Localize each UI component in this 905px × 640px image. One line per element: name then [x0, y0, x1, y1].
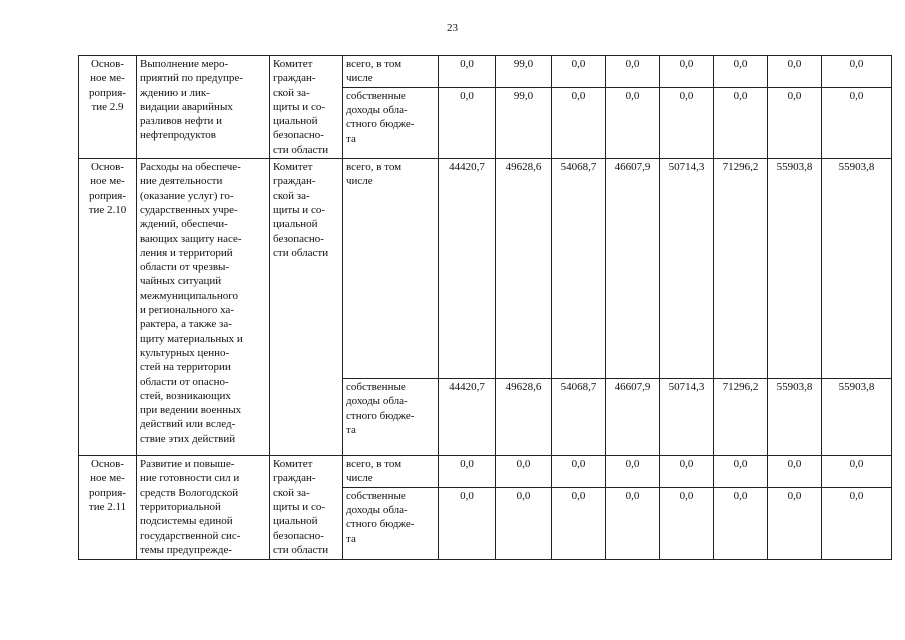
amount-cell: 0,0: [439, 56, 496, 88]
amount-cell: 55903,8: [822, 159, 892, 379]
amount-cell: 0,0: [552, 87, 606, 158]
funding-source: [343, 87, 439, 158]
activity-name-text: Основ- ное ме- роприя- тие 2.11: [88, 458, 127, 513]
funding-source: [343, 456, 439, 488]
funding-source-text: собственные доходы обла- стного бюдже- та: [346, 89, 415, 145]
amount-cell: 55903,8: [768, 379, 822, 456]
amount-cell: 0,0: [660, 456, 714, 488]
activity-description-text: Выполнение меро- приятий по предупре- ждению и лик- видации аварийных разливов нефти и нефтепродуктов: [140, 58, 243, 142]
activity-name-text: Основ- ное ме- роприя- тие 2.9: [89, 58, 126, 113]
amount-cell: 46607,9: [606, 159, 660, 379]
page-number: 23: [447, 22, 458, 34]
activity-description-text: Развитие и повыше- ние готовности сил и средств Вологодской территориальной подсистемы единой государственной сис- темы предупрежде-: [140, 458, 241, 556]
activity-description: [137, 456, 270, 560]
funding-source-text: собственные доходы обла- стного бюдже- та: [346, 381, 415, 436]
amount-cell: 99,0: [496, 87, 552, 158]
funding-source: [343, 159, 439, 379]
amount-cell: 71296,2: [714, 159, 768, 379]
funding-source-text: всего, в том числе: [346, 161, 402, 188]
activity-name-text: Основ- ное ме- роприя- тие 2.10: [88, 161, 127, 216]
amount-cell: 50714,3: [660, 379, 714, 456]
funding-source: [343, 56, 439, 88]
funding-source: [343, 379, 439, 456]
amount-cell: 0,0: [768, 56, 822, 88]
activity-executor: [270, 56, 343, 159]
amount-cell: 0,0: [496, 487, 552, 559]
amount-cell: 0,0: [660, 487, 714, 559]
funding-source-text: всего, в том числе: [346, 58, 402, 85]
activity-executor-text: Комитет граждан- ской за- щиты и со- циальной безопасно- сти области: [273, 58, 329, 156]
amount-cell: 50714,3: [660, 159, 714, 379]
amount-cell: 0,0: [768, 487, 822, 559]
amount-cell: 0,0: [714, 87, 768, 158]
amount-cell: 0,0: [822, 87, 892, 158]
amount-cell: 0,0: [660, 56, 714, 88]
amount-cell: 49628,6: [496, 379, 552, 456]
amount-cell: 0,0: [714, 56, 768, 88]
amount-cell: 44420,7: [439, 159, 496, 379]
amount-cell: 0,0: [606, 87, 660, 158]
amount-cell: 0,0: [552, 456, 606, 488]
amount-cell: 0,0: [439, 487, 496, 559]
amount-cell: 0,0: [606, 456, 660, 488]
amount-cell: 0,0: [439, 456, 496, 488]
amount-cell: 54068,7: [552, 159, 606, 379]
amount-cell: 46607,9: [606, 379, 660, 456]
activity-executor: [270, 159, 343, 456]
amount-cell: 0,0: [606, 487, 660, 559]
amount-cell: 99,0: [496, 56, 552, 88]
amount-cell: 44420,7: [439, 379, 496, 456]
amount-cell: 0,0: [768, 456, 822, 488]
amount-cell: 0,0: [822, 487, 892, 559]
activity-description-text: Расходы на обеспече- ние деятельности (оказание услуг) го- сударственных учре- ждений, обеспечи- вающих защиту насе- ления и территорий области от чрезвы- чайных ситуаций межмуниципального и регионального ха- рактера, а также за- щиту материальных и культурных ценно- стей на территории области от опасно- стей, возникающих при ведении военных действий или вслед- ствие этих действий: [140, 161, 243, 445]
amount-cell: 55903,8: [822, 379, 892, 456]
amount-cell: 0,0: [714, 487, 768, 559]
activity-name: [79, 56, 137, 159]
amount-cell: 0,0: [552, 56, 606, 88]
amount-cell: 0,0: [822, 56, 892, 88]
activity-name: [79, 159, 137, 456]
amount-cell: 71296,2: [714, 379, 768, 456]
activity-description: [137, 159, 270, 456]
amount-cell: 0,0: [606, 56, 660, 88]
table-row: [79, 56, 892, 88]
funding-source: [343, 487, 439, 559]
activity-executor-text: Комитет граждан- ской за- щиты и со- циальной безопасно- сти области: [273, 161, 329, 259]
amount-cell: 54068,7: [552, 379, 606, 456]
amount-cell: 0,0: [552, 487, 606, 559]
amount-cell: 0,0: [660, 87, 714, 158]
activity-executor: [270, 456, 343, 560]
activity-description: [137, 56, 270, 159]
budget-table: [78, 55, 892, 560]
amount-cell: 0,0: [822, 456, 892, 488]
activity-executor-text: Комитет граждан- ской за- щиты и со- циальной безопасно- сти области: [273, 458, 329, 556]
funding-source-text: собственные доходы обла- стного бюдже- та: [346, 489, 415, 545]
funding-source-text: всего, в том числе: [346, 458, 402, 485]
amount-cell: 0,0: [496, 456, 552, 488]
amount-cell: 0,0: [439, 87, 496, 158]
activity-name: [79, 456, 137, 560]
amount-cell: 0,0: [714, 456, 768, 488]
amount-cell: 0,0: [768, 87, 822, 158]
table-row: [79, 456, 892, 488]
amount-cell: 55903,8: [768, 159, 822, 379]
amount-cell: 49628,6: [496, 159, 552, 379]
table-row: [79, 159, 892, 379]
